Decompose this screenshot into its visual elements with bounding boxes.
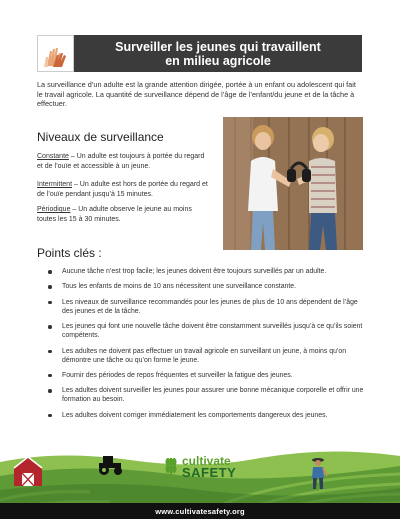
- brand-bottom: SAFETY: [182, 465, 237, 480]
- list-item: Les adultes doivent surveiller les jeunes pour assurer une bonne mécanique corporelle et offrir une formation au besoin.: [48, 386, 366, 404]
- key-points-list: [48, 267, 366, 426]
- list-item: Fournir des périodes de repos fréquentes et surveiller la fatigue des jeunes.: [48, 371, 366, 380]
- footer-banner: [0, 440, 400, 519]
- title-line-2: en milieu agricole: [165, 53, 271, 68]
- level-periodique: [37, 205, 212, 224]
- tractor-icon: [95, 454, 125, 476]
- title-line-1: Surveiller les jeunes qui travaillent: [115, 39, 321, 54]
- level-term: Périodique: [37, 206, 71, 213]
- list-item: Les niveaux de surveillance recommandés pour les jeunes de plus de 10 ans dépendent de l’âge des jeunes et de la tâche.: [48, 298, 366, 316]
- footer-url[interactable]: www.cultivatesafety.org: [0, 503, 400, 519]
- level-constante: [37, 152, 212, 171]
- page-title: [74, 35, 362, 72]
- intro-paragraph: La surveillance d’un adulte est la grande attention dirigée, portée à un enfant ou adolescent qui fait le travail agricole. La quantité de surveillance dépend de l’âge de l’enfant/du jeune et de la tâche à effectuer.: [37, 80, 356, 109]
- barn-icon: [12, 454, 44, 486]
- level-term: Constante: [37, 153, 69, 160]
- brand-top: cultivate: [182, 454, 231, 468]
- farmer-icon: [308, 456, 328, 490]
- level-text: – Un adulte observe le jeune au moins toutes les 15 à 30 minutes.: [37, 206, 192, 223]
- wheat-icon: [162, 454, 180, 480]
- list-item: Les jeunes qui font une nouvelle tâche doivent être constamment surveillés jusqu’à ce qu’ils soient compétents.: [48, 322, 366, 340]
- list-item: Tous les enfants de moins de 10 ans nécessitent une surveillance constante.: [48, 282, 366, 291]
- raised-hands-logo-icon: [37, 35, 74, 72]
- level-term: Intermittent: [37, 181, 73, 188]
- level-intermittent: [37, 180, 212, 199]
- list-item: Aucune tâche n’est trop facile; les jeunes doivent être toujours surveillés par un adulte.: [48, 267, 366, 276]
- cultivate-safety-logo: [162, 454, 236, 480]
- list-item: Les adultes doivent corriger immédiatement les comportements dangereux des jeunes.: [48, 411, 366, 420]
- level-text: – Un adulte est toujours à portée du regard et de l’ouïe et accessible à un jeune.: [37, 153, 205, 170]
- level-text: – Un adulte est hors de portée du regard et de l’ouïe pendant jusqu’à 15 minutes.: [37, 181, 208, 198]
- photo-adult-and-youth: [223, 117, 363, 250]
- header: [37, 35, 362, 72]
- list-item: Les adultes ne doivent pas effectuer un travail agricole en surveillant un jeune, à moins qu’on démontre une tâche ou qu’on forme le jeune.: [48, 347, 366, 365]
- levels-title: Niveaux de surveillance: [37, 130, 164, 144]
- key-points-title: Points clés :: [37, 246, 102, 260]
